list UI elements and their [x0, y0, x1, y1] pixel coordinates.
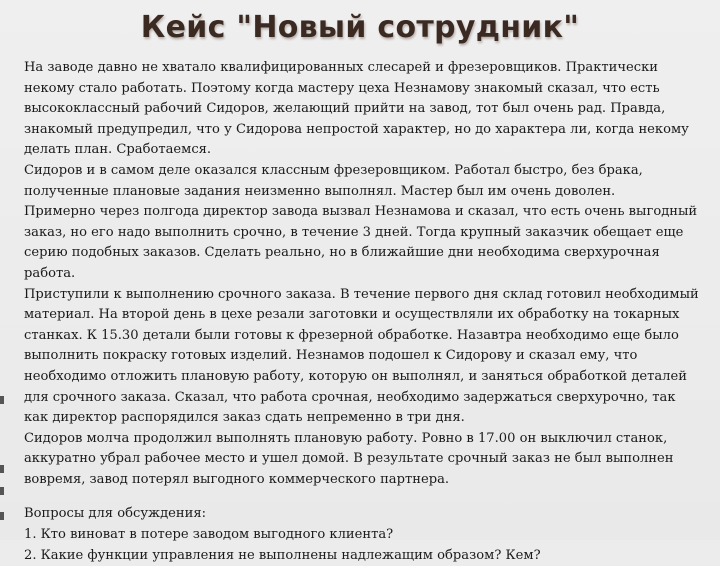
question-2: 2. Какие функции управления не выполнены надлежащим образом? Кем? [24, 547, 541, 563]
paragraph-1: На заводе давно не хватало квалифицированных слесарей и фрезеровщиков. Практически некому стало работать. Поэтому когда мастеру цеха Незнамову знакомый сказал, что есть высококлассный рабочий Сидоров, желающий прийти на завод, тот был очень рад. Правда, знакомый предупредил, что у Сидорова непростой характер, но до характера ли, когда некому делать план. Сработаемся. [24, 60, 689, 158]
paragraph-3: Примерно через полгода директор завода вызвал Незнамова и сказал, что есть очень выгодный заказ, но его надо выполнить срочно, в течение 3 дней. Тогда крупный заказчик обещает еще серию подобных заказов. Сделать реально, но в ближайшие дни необходима сверхурочная работа. [24, 204, 698, 281]
paragraph-4: Приступили к выполнению срочного заказа. В течение первого дня склад готовил необходимый материал. На второй день в цехе резали заготовки и осуществляли их обработку на токарных станках. К 15.30 детали были готовы к фрезерной обработке. Назавтра необходимо еще было выполнить покраску готовых изделий. Незнамов подошел к Сидорову и сказал ему, что необходимо отложить плановую работу, которую он выполнял, и заняться обработкой деталей для срочного заказа. Сказал, что работа срочная, необходимо задержаться сверхурочно, так как директор распорядился заказ сдать непременно в три дня. [24, 286, 699, 426]
paragraph-2: Сидоров и в самом деле оказался классным фрезеровщиком. Работал быстро, без брака, полученные плановые задания неизменно выполнял. Мастер был им очень доволен. [24, 162, 643, 199]
case-text [24, 58, 700, 566]
questions-heading: Вопросы для обсуждения: [24, 506, 207, 522]
question-1: 1. Кто виноват в потере заводом выгодного клиента? [24, 527, 394, 543]
slide-title: Кейс "Новый сотрудник" [140, 10, 580, 45]
bullet-mark [0, 465, 4, 473]
bullet-mark [0, 512, 4, 520]
paragraph-5: Сидоров молча продолжил выполнять плановую работу. Ровно в 17.00 он выключил станок, аккуратно убрал рабочее место и ушел домой. В результате срочный заказ не был выполнен вовремя, завод потерял выгодного коммерческого партнера. [24, 430, 674, 487]
bullet-mark [0, 396, 4, 404]
spacer [24, 490, 700, 504]
bullet-mark [0, 487, 4, 495]
